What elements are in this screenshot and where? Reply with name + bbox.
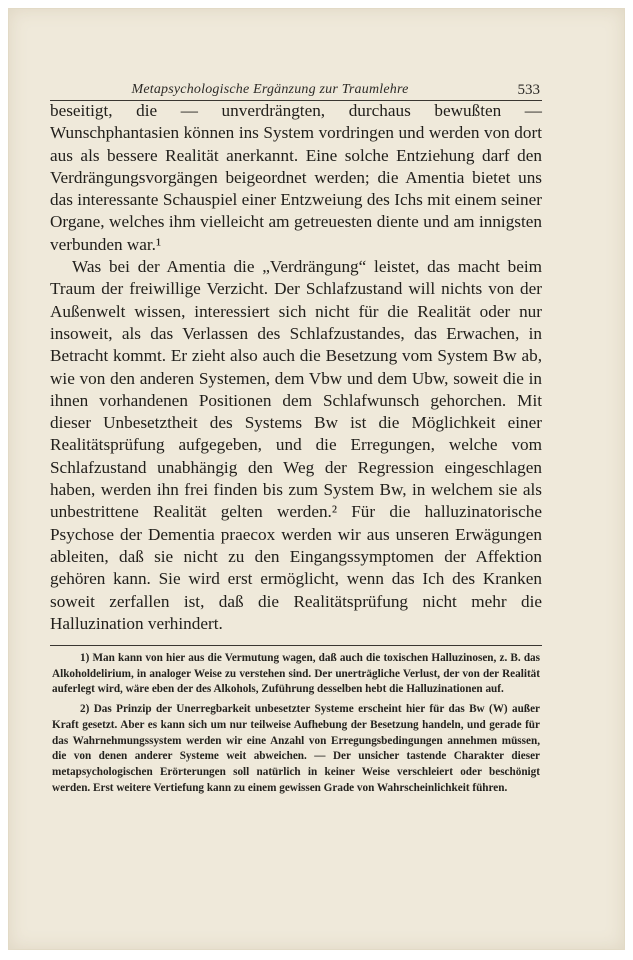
footnote: 1) Man kann von hier aus die Vermutung wagen, daß auch die toxischen Halluzinosen, z. B. das Alkoholdelirium, in analoger Weise zu verstehen sind. Der unerträgliche Verlust, der von der Realität auferlegt wird, wäre eben der des Alkohols, Zuführung desselben hebt die Halluzinationen auf.: [52, 652, 540, 696]
footnotes: [52, 651, 540, 796]
body-text: [50, 100, 542, 635]
page-number: 533: [517, 82, 540, 98]
paragraph: beseitigt, die — unverdrängten, durchaus bewußten — Wunschphantasien können ins System vordringen und werden von dort aus als bessere Realität anerkannt. Eine solche Entziehung darf den Verdrängungsvorgängen beigeordnet werden; die Amentia bietet uns das interessante Schauspiel einer Entzweiung des Ichs mit einem seiner Organe, welches ihm vielleicht am getreuesten diente und am innigsten verbunden war.¹: [50, 101, 542, 254]
footnote: 2) Das Prinzip der Unerregbarkeit unbesetzter Systeme erscheint hier für das Bw (W) außer Kraft gesetzt. Aber es kann sich um nur teilweise Aufhebung der Besetzung handeln, und gerade für das Wahrnehmungssystem werden wir eine Anzahl von Erregungsbedingungen annehmen müssen, die von denen anderer Systeme weit abweichen. — Der unsicher tastende Charakter dieser metapsychologischen Erörterungen soll natürlich in keiner Weise verschleiert oder beschönigt werden. Erst weitere Vertiefung kann zu einem gewissen Grade von Wahrscheinlichkeit führen.: [52, 703, 540, 794]
running-title: Metapsychologische Ergänzung zur Traumlehre: [131, 82, 409, 97]
paragraph: Was bei der Amentia die „Verdrängung“ leistet, das macht beim Traum der freiwillige Verzicht. Der Schlafzustand will nichts von der Außenwelt wissen, interessiert sich nicht für die Realität oder nur insoweit, als das Verlassen des Schlafzustandes, das Erwachen, in Betracht kommt. Er zieht also auch die Besetzung vom System Bw ab, wie von den anderen Systemen, dem Vbw und dem Ubw, soweit die in ihnen vorhandenen Positionen dem Schlafwunsch gehorchen. Mit dieser Unbesetztheit des Systems Bw ist die Möglichkeit einer Realitätsprüfung aufgegeben, und die Erregungen, welche vom Schlafzustand unabhängig den Weg der Regression eingeschlagen haben, werden ihn frei finden bis zum System Bw, in welchem sie als unbestrittene Realität gelten werden.² Für die halluzinatorische Psychose der Dementia praecox werden wir aus unseren Erwägungen ableiten, daß sie nicht zu den Eingangssymptomen der Affektion gehören kann. Sie wird erst ermöglicht, wenn das Ich des Kranken soweit zerfallen ist, daß die Realitätsprüfung nicht mehr die Halluzination verhindert.: [50, 257, 542, 633]
footnote-rule: [50, 645, 542, 646]
